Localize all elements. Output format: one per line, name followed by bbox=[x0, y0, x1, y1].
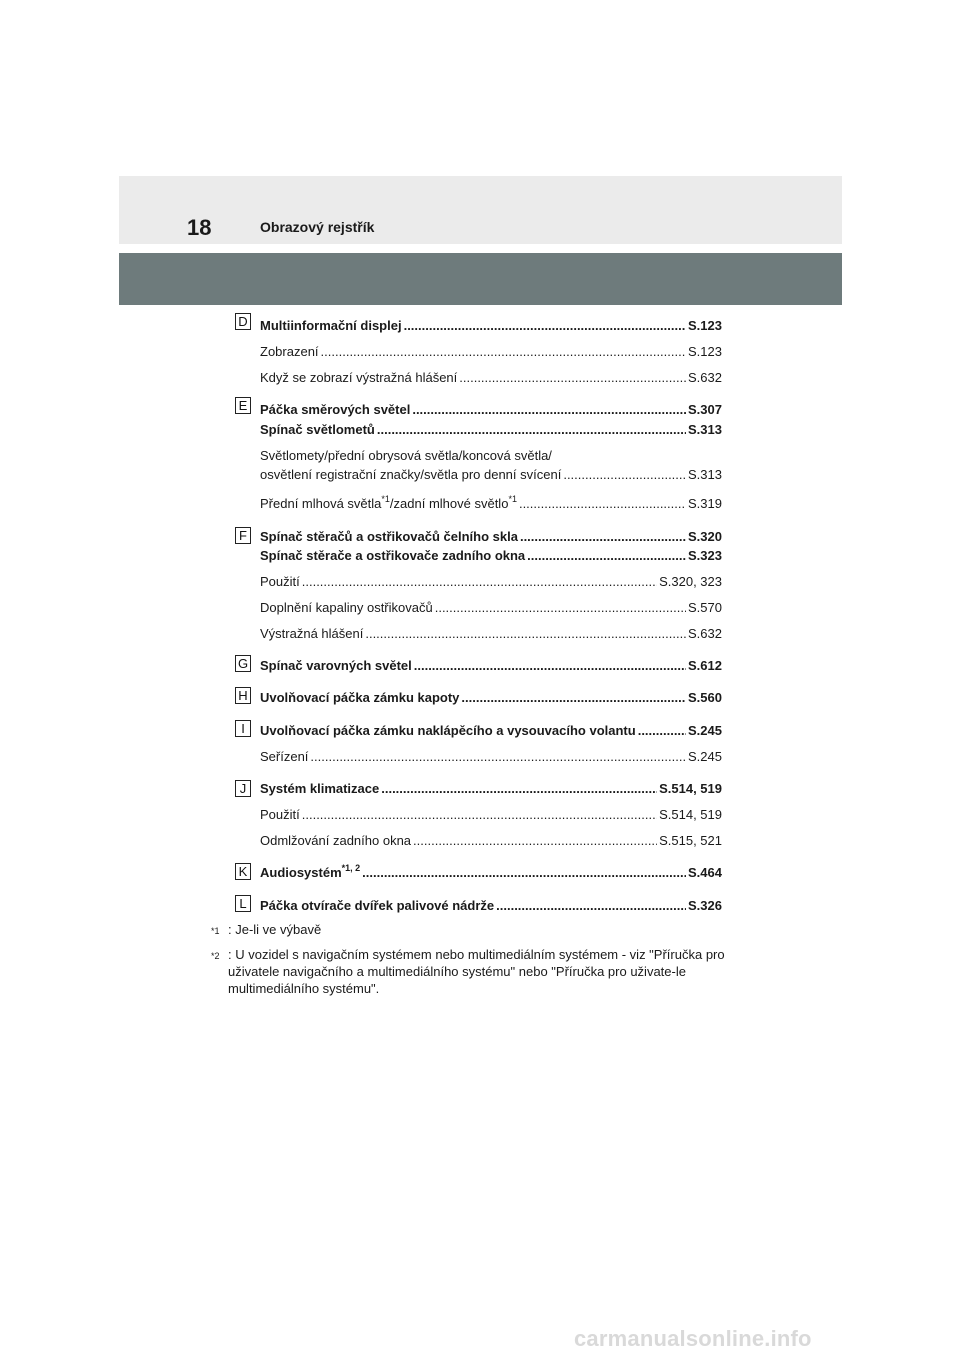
index-entry[interactable] bbox=[260, 749, 722, 765]
section-letter-g: G bbox=[235, 655, 251, 672]
entry-page: S.320 bbox=[688, 529, 722, 544]
index-entry[interactable] bbox=[260, 318, 722, 334]
entry-page: S.326 bbox=[688, 898, 722, 913]
index-entry[interactable] bbox=[260, 626, 722, 642]
entry-text: Audiosystém$^{*1, 2}$ bbox=[260, 863, 361, 880]
entry-page: S.514, 519 bbox=[659, 781, 722, 796]
index-entry[interactable] bbox=[260, 600, 722, 616]
section-letter-l: L bbox=[235, 895, 251, 912]
entry-page: S.323 bbox=[688, 548, 722, 563]
section-letter-e: E bbox=[235, 397, 251, 414]
entry-text: Spínač stěračů a ostřikovačů čelního skla bbox=[260, 529, 518, 544]
header-band bbox=[119, 176, 842, 244]
entry-page: S.319 bbox=[688, 496, 722, 511]
entry-text: Uvolňovací páčka zámku naklápěcího a vysouvacího volantu bbox=[260, 723, 636, 738]
section-letter-k: K bbox=[235, 863, 251, 880]
index-entry[interactable] bbox=[260, 344, 722, 360]
index-entry[interactable] bbox=[260, 658, 722, 674]
entry-text: Systém klimatizace bbox=[260, 781, 380, 796]
entry-page: S.313 bbox=[688, 422, 722, 437]
entry-page: S.612 bbox=[688, 658, 722, 673]
section-letter-h: H bbox=[235, 687, 251, 704]
watermark: carmanualsonline.info bbox=[574, 1326, 812, 1351]
page-number: 18 bbox=[187, 215, 212, 240]
index-entry[interactable] bbox=[260, 723, 722, 739]
entry-page: S.307 bbox=[688, 402, 722, 417]
index-entry[interactable] bbox=[260, 548, 722, 564]
index-entry[interactable] bbox=[260, 370, 722, 386]
entry-page: S.320, 323 bbox=[659, 574, 722, 589]
index-entry[interactable] bbox=[260, 402, 722, 418]
entry-text: Použití bbox=[260, 574, 300, 589]
entry-page: S.123 bbox=[688, 318, 722, 333]
entry-page: S.245 bbox=[688, 723, 722, 738]
entry-text: Uvolňovací páčka zámku kapoty bbox=[260, 690, 460, 705]
entry-page: S.632 bbox=[688, 370, 722, 385]
entry-page: S.560 bbox=[688, 690, 722, 705]
entry-text: Doplnění kapaliny ostřikovačů bbox=[260, 600, 433, 615]
entry-page: S.313 bbox=[688, 467, 722, 482]
index-entry[interactable] bbox=[260, 690, 722, 706]
entry-text: Spínač světlometů bbox=[260, 422, 375, 437]
entry-text: Spínač stěrače a ostřikovače zadního okna bbox=[260, 548, 526, 563]
entry-page: S.464 bbox=[688, 865, 722, 880]
section-letter-j: J bbox=[235, 780, 251, 797]
entry-text: Páčka otvírače dvířek palivové nádrže bbox=[260, 898, 495, 913]
entry-text: Výstražná hlášení bbox=[260, 626, 364, 641]
index-entry[interactable] bbox=[260, 807, 722, 823]
page-title: Obrazový rejstřík bbox=[260, 219, 375, 235]
section-letter-i: I bbox=[235, 720, 251, 737]
entry-text-line: Světlomety/přední obrysová světla/koncová světla/ bbox=[260, 448, 552, 463]
section-letter-d: D bbox=[235, 313, 251, 330]
index-entry[interactable] bbox=[260, 833, 722, 849]
entry-text: Spínač varovných světel bbox=[260, 658, 412, 673]
index-entry[interactable] bbox=[260, 422, 722, 438]
entry-text: Multiinformační displej bbox=[260, 318, 402, 333]
index-entry[interactable] bbox=[260, 574, 722, 590]
section-letter-f: F bbox=[235, 527, 251, 544]
entry-text: Přední mlhová světla$^{*1}$/zadní mlhové světlo$^{*1}$ bbox=[260, 494, 517, 511]
index-entry[interactable] bbox=[260, 496, 722, 512]
illustration-band bbox=[119, 253, 842, 305]
entry-page: S.632 bbox=[688, 626, 722, 641]
index-entry[interactable] bbox=[260, 865, 722, 881]
entry-text: osvětlení registrační značky/světla pro denní svícení bbox=[260, 467, 562, 482]
entry-text: Použití bbox=[260, 807, 300, 822]
entry-text: Seřízení bbox=[260, 749, 309, 764]
entry-page: S.123 bbox=[688, 344, 722, 359]
entry-text: Když se zobrazí výstražná hlášení bbox=[260, 370, 458, 385]
index-entry[interactable] bbox=[260, 898, 722, 914]
entry-page: S.570 bbox=[688, 600, 722, 615]
entry-text: Páčka směrových světel bbox=[260, 402, 411, 417]
index-entry[interactable] bbox=[260, 467, 722, 483]
entry-page: S.245 bbox=[688, 749, 722, 764]
entry-page: S.514, 519 bbox=[659, 807, 722, 822]
index-entry[interactable] bbox=[260, 529, 722, 545]
footnote-1: *1 : Je-li ve výbavě bbox=[211, 922, 322, 937]
entry-page: S.515, 521 bbox=[659, 833, 722, 848]
index-entry[interactable] bbox=[260, 781, 722, 797]
entry-text: Odmlžování zadního okna bbox=[260, 833, 412, 848]
entry-text: Zobrazení bbox=[260, 344, 319, 359]
footnote-2: *2 : U vozidel s navigačním systémem nebo multimediálním systémem - viz "Příručka pro uživatele navigačního a multimediálního systému" nebo "Příručka pro uživate-le multimediálního systému". bbox=[211, 947, 725, 996]
